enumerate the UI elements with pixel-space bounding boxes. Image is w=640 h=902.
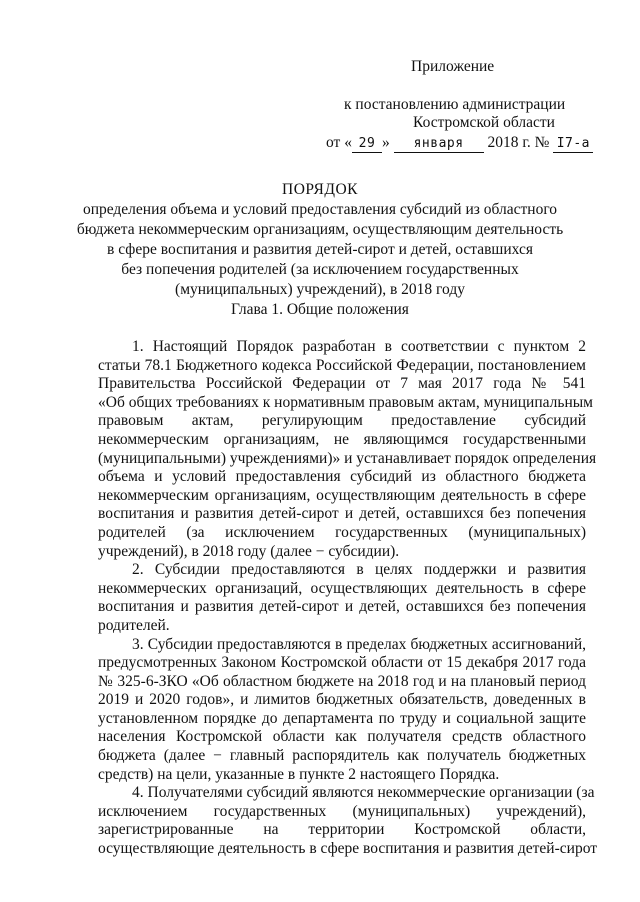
paragraph-line: Правительства Российской Федерации от 7 мая 2017 года № 541 <box>98 375 586 393</box>
paragraph-line: некоммерческих организаций, осуществляющих деятельность в сфере <box>98 579 586 597</box>
appendix-label: Приложение <box>411 58 495 75</box>
subtitle-line: бюджета некоммерческим организациям, осуществляющим деятельность <box>76 221 564 238</box>
paragraph-line: населения Костромской области как получателя средств областного <box>98 728 586 746</box>
date-year: 2018 г. № <box>487 134 550 151</box>
resolution-date-line <box>326 133 593 153</box>
paragraph-line: 2019 и 2020 годов», и лимитов бюджетных обязательств, доведенных в <box>98 691 586 709</box>
subtitle-line: определения объема и условий предоставления субсидий из областного <box>82 201 558 218</box>
paragraph-line: установленном порядке до департамента по труду и социальной защите <box>98 709 586 727</box>
resolution-reference: к постановлению администрации <box>344 96 566 113</box>
subtitle-line: (муниципальных) учреждений), в 2018 году <box>175 281 465 298</box>
paragraph-line: предусмотренных Законом Костромской области от 15 декабря 2017 года <box>98 654 586 672</box>
paragraph-line: № 325-6-ЗКО «Об областном бюджете на 2018 год и на плановый период <box>98 672 586 690</box>
document-title: ПОРЯДОК <box>282 181 358 198</box>
date-day-close: » <box>381 134 390 151</box>
paragraph-line: статьи 78.1 Бюджетного кодекса Российской Федерации, постановлением <box>98 356 586 374</box>
date-prefix: от « <box>326 134 352 151</box>
date-day: 29 <box>352 136 382 153</box>
paragraph-line: родителей (за исключением государственных (муниципальных) <box>98 523 586 541</box>
document-title-block <box>60 180 580 300</box>
paragraph-line: бюджета (далее − главный распорядитель как получатель бюджетных <box>98 747 586 765</box>
paragraph-line: средств) на цели, указанные в пункте 2 настоящего Порядка. <box>98 765 500 783</box>
paragraph-line: воспитания и развития детей-сирот и детей, оставшихся без попечения <box>98 598 586 616</box>
paragraph-line: учреждений), в 2018 году (далее − субсидии). <box>98 542 400 560</box>
date-month: января <box>394 136 484 153</box>
paragraph-line: правовым актам, регулирующим предоставление субсидий <box>98 412 586 430</box>
paragraph-line: 2. Субсидии предоставляются в целях поддержки и развития <box>132 561 586 579</box>
paragraph-line: воспитания и развития детей-сирот и детей, оставшихся без попечения <box>98 505 586 523</box>
paragraph-line: 3. Субсидии предоставляются в пределах бюджетных ассигнований, <box>132 635 586 653</box>
document-subtitle <box>60 200 580 300</box>
paragraph-line: родителей. <box>98 616 170 634</box>
paragraph-line: «Об общих требованиях к нормативным правовым актам, муниципальным <box>98 393 593 411</box>
paragraph-line: осуществляющие деятельность в сфере воспитания и развития детей-сирот <box>98 840 598 858</box>
chapter-heading: Глава 1. Общие положения <box>231 301 409 318</box>
paragraph-line: (муниципальными) учреждениями)» и устанавливает порядок определения <box>98 449 597 467</box>
paragraph-line: исключением государственных (муниципальных) учреждений), <box>98 802 586 820</box>
paragraph-line: объема и условий предоставления субсидий из областного бюджета <box>98 468 586 486</box>
paragraph-line: некоммерческим организациям, не являющимся государственными <box>98 430 586 448</box>
resolution-number: I7-а <box>553 136 593 153</box>
subtitle-line: в сфере воспитания и развития детей-сирот и детей, оставшихся <box>107 241 533 258</box>
subtitle-line: без попечения родителей (за исключением государственных <box>121 261 519 278</box>
paragraph-line: зарегистрированные на территории Костромской области, <box>98 821 586 839</box>
paragraph-line: некоммерческим организациям, осуществляющим деятельность в сфере <box>98 486 586 504</box>
paragraph-line: 1. Настоящий Порядок разработан в соответствии с пунктом 2 <box>132 338 586 355</box>
document-body <box>98 338 598 859</box>
region-name: Костромской области <box>413 114 555 131</box>
paragraph-line: 4. Получателями субсидий являются некоммерческие организации (за <box>132 784 595 802</box>
